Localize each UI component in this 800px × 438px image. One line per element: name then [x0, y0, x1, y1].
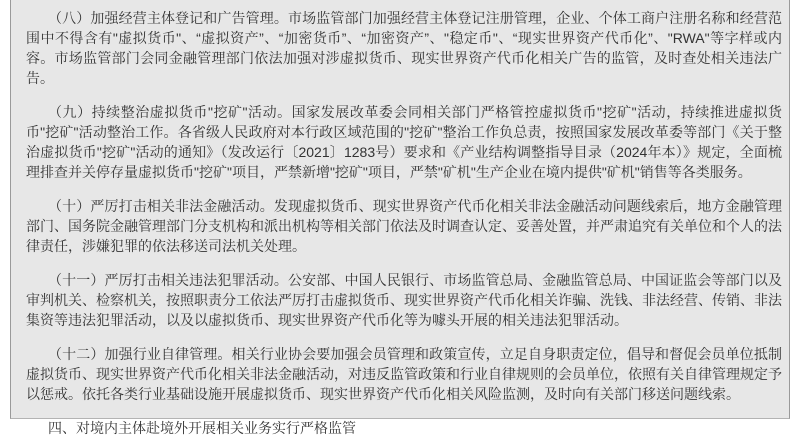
paragraph-item-12: （十二）加强行业自律管理。相关行业协会要加强会员管理和政策宣传，立足自身职责定位，倡导和督促会员单位抵制虚拟货币、现实世界资产代币化相关非法金融活动，对违反监管政策和行业自律规则的会员单位，依照有关自律管理规定予以惩戒。依托各类行业基础设施开展虚拟货币、现实世界资产代币化相关风险监测，及时向有关部门移送问题线索。 [26, 346, 782, 402]
paragraph-item-8: （八）加强经营主体登记和广告管理。市场监管部门加强经营主体登记注册管理，企业、个体工商户注册名称和经营范围中不得含有"虚拟货币"、“虚拟资产”、“加密货币”、“加密资产”、"稳定币"、“现实世界资产代币化”、"RWA"等字样或内容。市场监管部门会同金融管理部门依法加强对涉虚拟货币、现实世界资产代币化相关广告的监管，及时查处相关违法广告。 [26, 10, 782, 86]
document-body [11, 0, 789, 438]
paragraph-item-11: （十一）严厉打击相关违法犯罪活动。公安部、中国人民银行、市场监管总局、金融监管总局、中国证监会等部门以及审判机关、检察机关，按照职责分工依法严厉打击虚拟货币、现实世界资产代币化相关诈骗、洗钱、非法经营、传销、非法集资等违法犯罪活动，以及以虚拟货币、现实世界资产代币化等为噱头开展的相关违法犯罪活动。 [26, 272, 782, 328]
paragraph-item-9: （九）持续整治虚拟货币"挖矿"活动。国家发展改革委会同相关部门严格管控虚拟货币"挖矿"活动，持续推进虚拟货币"挖矿"活动整治工作。各省级人民政府对本行政区域范围的"挖矿"整治工作负总责，按照国家发展改革委等部门《关于整治虚拟货币"挖矿"活动的通知》（发改运行〔2021〕1283号）要求和《产业结构调整指导目录（2024年本）》规定，全面梳理排查并关停存量虚拟货币"挖矿"项目，严禁新增"挖矿"项目，严禁"矿机"生产企业在境内提供"矿机"销售等各类服务。 [26, 104, 782, 180]
document-panel [10, 0, 790, 436]
section-heading: 四、对境内主体赴境外开展相关业务实行严格监管 [48, 420, 356, 436]
paragraph-item-10: （十）严厉打击相关非法金融活动。发现虚拟货币、现实世界资产代币化相关非法金融活动问题线索后，地方金融管理部门、国务院金融管理部门分支机构和派出机构等相关部门依法及时调查认定、妥善处置，并严肃追究有关单位和个人的法律责任，涉嫌犯罪的依法移送司法机关处理。 [26, 198, 782, 254]
